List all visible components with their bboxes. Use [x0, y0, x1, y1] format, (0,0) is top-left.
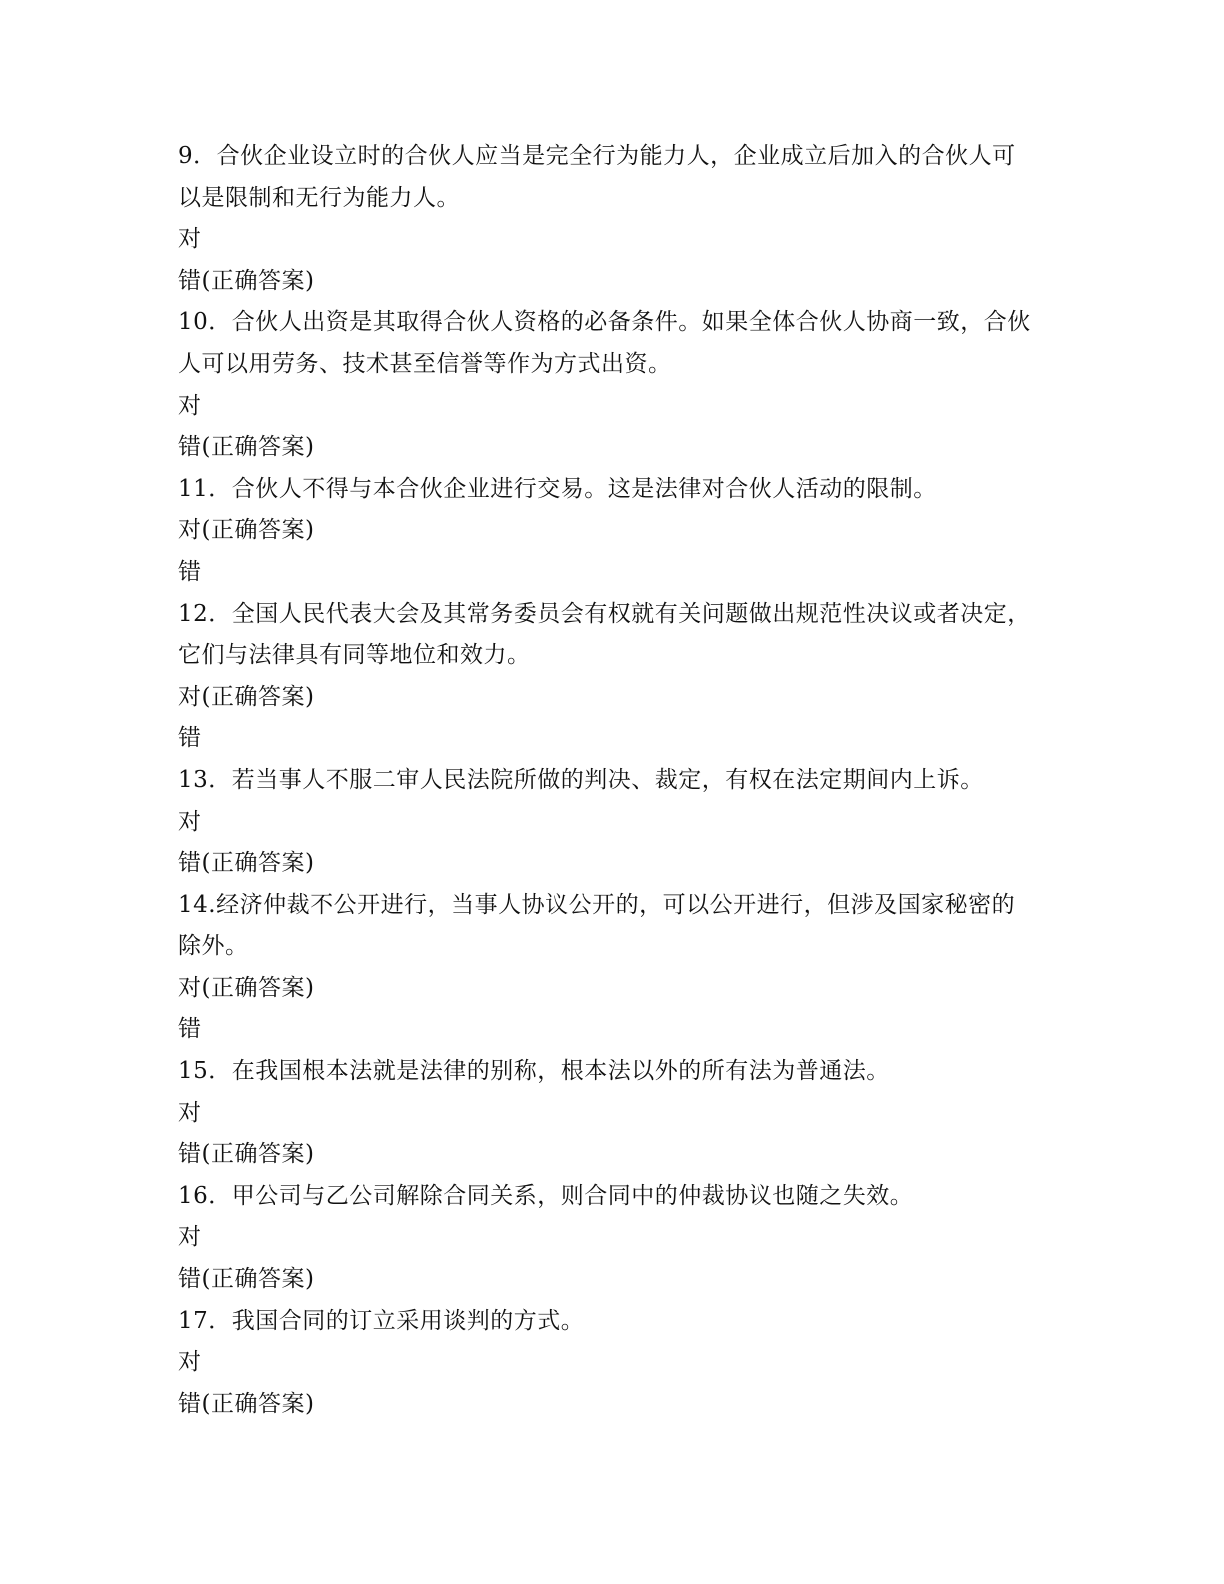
question-text-line: 除外。 [178, 933, 249, 960]
question-block [178, 594, 1058, 760]
option-true: 对 [178, 1349, 202, 1376]
question-text-line: 16．甲公司与乙公司解除合同关系，则合同中的仲裁协议也随之失效。 [178, 1182, 914, 1209]
option-true: 对(正确答案) [178, 517, 315, 544]
question-block [178, 302, 1058, 468]
question-text-line: 13．若当事人不服二审人民法院所做的判决、裁定，有权在法定期间内上诉。 [178, 766, 984, 793]
question-block [178, 136, 1058, 302]
question-text-line: 它们与法律具有同等地位和效力。 [178, 642, 531, 669]
option-false: 错(正确答案) [178, 1141, 315, 1168]
question-text-line: 17．我国合同的订立采用谈判的方式。 [178, 1307, 585, 1334]
option-false: 错(正确答案) [178, 434, 315, 461]
option-false: 错(正确答案) [178, 267, 315, 294]
option-true: 对 [178, 808, 202, 835]
question-block [178, 1301, 1058, 1426]
option-false: 错 [178, 558, 202, 585]
question-text-line: 10．合伙人出资是其取得合伙人资格的必备条件。如果全体合伙人协商一致，合伙 [178, 309, 1031, 336]
option-false: 错(正确答案) [178, 1266, 315, 1293]
option-true: 对 [178, 392, 202, 419]
option-false: 错 [178, 725, 202, 752]
question-text-line: 以是限制和无行为能力人。 [178, 184, 460, 211]
document-page [178, 136, 1058, 1425]
option-false: 错(正确答案) [178, 1390, 315, 1417]
question-text-line: 11．合伙人不得与本合伙企业进行交易。这是法律对合伙人活动的限制。 [178, 475, 937, 502]
option-true: 对 [178, 1099, 202, 1126]
question-text-line: 15．在我国根本法就是法律的别称，根本法以外的所有法为普通法。 [178, 1058, 890, 1085]
option-true: 对 [178, 226, 202, 253]
question-text-line: 12．全国人民代表大会及其常务委员会有权就有关问题做出规范性决议或者决定， [178, 600, 1031, 627]
question-text-line: 人可以用劳务、技术甚至信誉等作为方式出资。 [178, 350, 672, 377]
option-false: 错(正确答案) [178, 850, 315, 877]
question-text-line: 9．合伙企业设立时的合伙人应当是完全行为能力人，企业成立后加入的合伙人可 [178, 143, 1016, 169]
question-block [178, 469, 1058, 594]
question-block [178, 1051, 1058, 1176]
question-block [178, 760, 1058, 885]
option-true: 对(正确答案) [178, 974, 315, 1001]
option-false: 错 [178, 1016, 202, 1043]
question-text-line: 14.经济仲裁不公开进行，当事人协议公开的，可以公开进行，但涉及国家秘密的 [178, 891, 1016, 918]
question-block [178, 885, 1058, 1051]
question-block [178, 1176, 1058, 1301]
option-true: 对 [178, 1224, 202, 1251]
option-true: 对(正确答案) [178, 683, 315, 710]
